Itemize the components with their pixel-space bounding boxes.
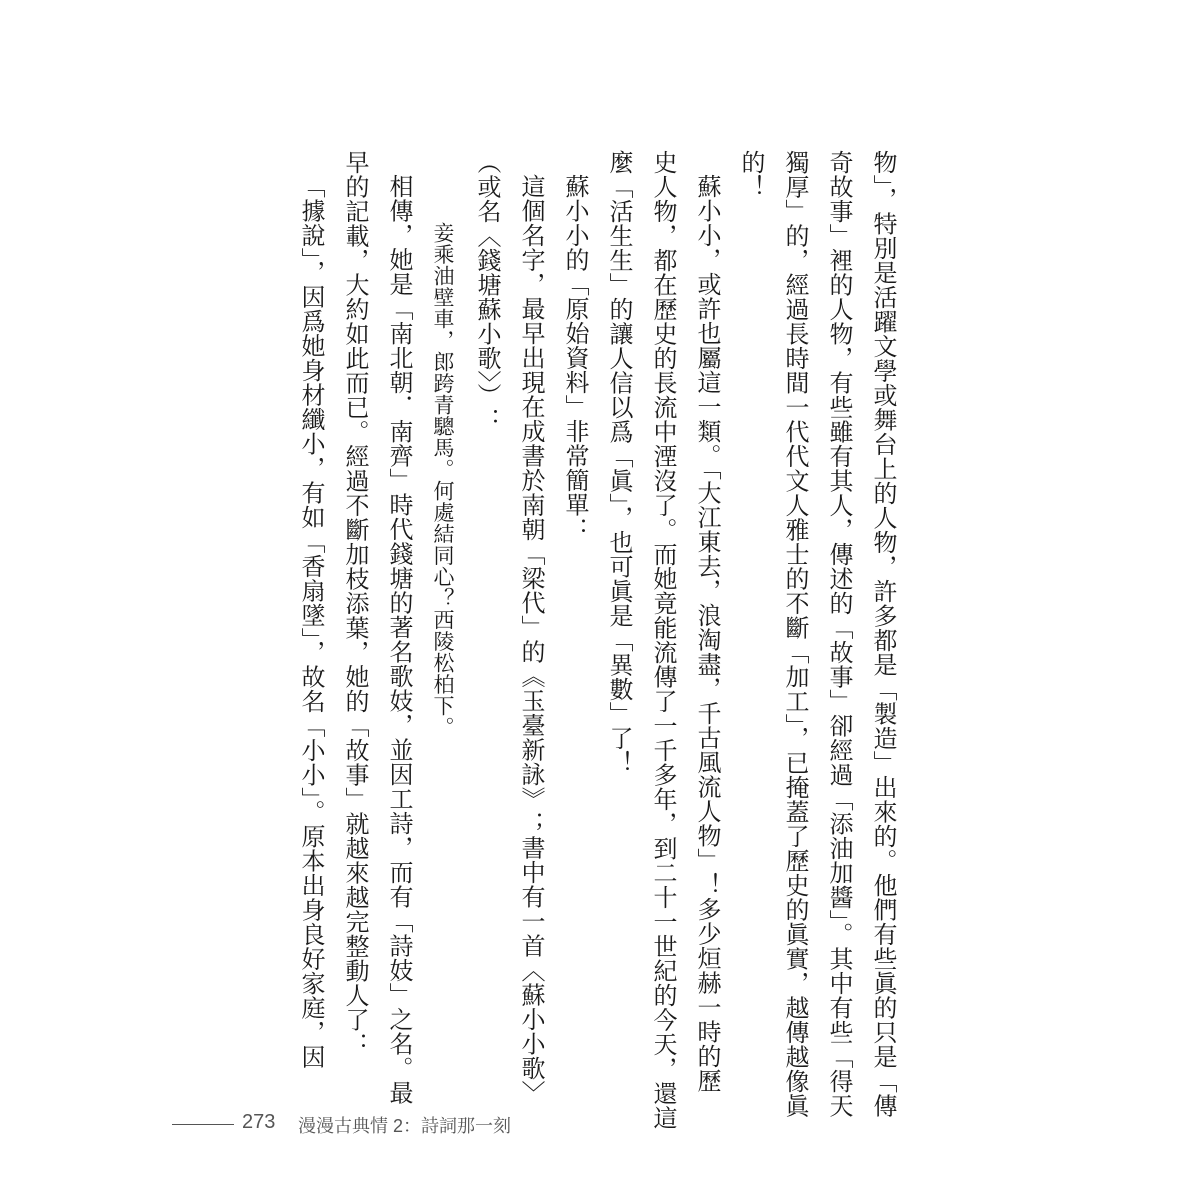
text-column: 相傳，她是「南北朝．南齊」時代錢塘的著名歌妓，並因工詩，而有「詩妓」之名。最	[385, 174, 413, 1105]
running-title: 漫漫古典情 2：詩詞那一刻	[298, 1116, 512, 1136]
text-column: 這個名字，最早出現在成書於南朝「梁代」的《玉臺新詠》；書中有一首〈蘇小小歌〉	[517, 174, 545, 1105]
text-column: 早的記載，大約如此而已。經過不斷加枝添葉，她的「故事」就越來越完整動人了：	[341, 150, 369, 1057]
text-column: 物」，特別是活躍文學或舞台上的人物，許多都是「製造」出來的。他們有些眞的只是「傳	[869, 150, 897, 1118]
page-number: 273	[242, 1111, 276, 1133]
text-column: 獨厚」的，經過長時間一代代文人雅士的不斷「加工」，已掩蓋了歷史的眞實，越傳越像眞	[781, 150, 809, 1118]
text-column: 蘇小小的「原始資料」非常簡單：	[561, 174, 589, 542]
text-column: 蘇小小，或許也屬這一類。「大江東去，浪淘盡，千古風流人物」！多少烜赫一時的歷	[693, 174, 721, 1093]
text-column: 的！	[737, 150, 765, 199]
text-column: 「據說」，因爲她身材纖小，有如「香扇墜」，故名「小小」。原本出身良好家庭，因	[297, 174, 325, 1069]
text-column: 史人物，都在歷史的長流中湮沒了。而她竟能流傳了一千多年，到二十一世紀的今天，還這	[649, 150, 677, 1130]
text-column: （或名〈錢塘蘇小歌〉）：	[473, 150, 501, 432]
poem-quote: 妾乘油壁車，郎跨青驄馬。何處結同心？西陵松柏下。	[431, 222, 455, 738]
text-column: 麼「活生生」的讓人信以爲「眞」，也可眞是「異數」了！	[605, 150, 633, 775]
text-column: 奇故事」裡的人物，有些雖有其人，傳述的「故事」卻經過「添油加醬」。其中有些「得天	[825, 150, 853, 1118]
footer-divider	[172, 1124, 234, 1125]
